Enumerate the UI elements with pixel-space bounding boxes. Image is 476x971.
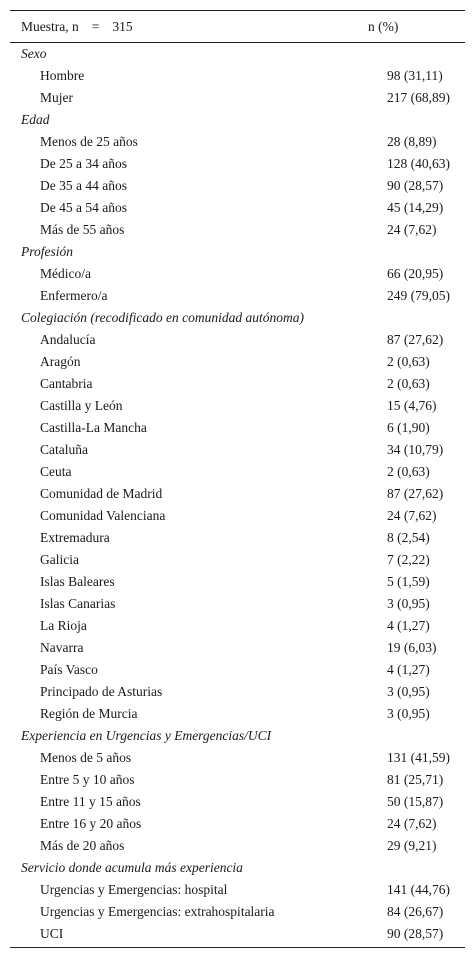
section-title: Experiencia en Urgencias y Emergencias/UCI bbox=[21, 728, 272, 743]
table-row bbox=[10, 571, 465, 593]
row-label: Cantabria bbox=[40, 376, 93, 391]
table-row bbox=[10, 747, 465, 769]
row-value: 19 (6,03) bbox=[387, 640, 437, 655]
table-row bbox=[10, 505, 465, 527]
row-value: 34 (10,79) bbox=[387, 442, 444, 457]
section-header-row bbox=[10, 725, 465, 747]
table-row bbox=[10, 87, 465, 109]
row-label: Comunidad Valenciana bbox=[40, 508, 166, 523]
row-label: Castilla y León bbox=[40, 398, 123, 413]
row-label: Más de 55 años bbox=[40, 222, 125, 237]
row-value: 3 (0,95) bbox=[387, 684, 430, 699]
section-title: Servicio donde acumula más experiencia bbox=[21, 860, 243, 875]
row-value: 8 (2,54) bbox=[387, 530, 430, 545]
section-header-row bbox=[10, 307, 465, 329]
row-label: Comunidad de Madrid bbox=[40, 486, 163, 501]
row-label: Extremadura bbox=[40, 530, 110, 545]
table-row bbox=[10, 923, 465, 945]
row-value: 3 (0,95) bbox=[387, 596, 430, 611]
row-value: 4 (1,27) bbox=[387, 662, 430, 677]
table-row bbox=[10, 153, 465, 175]
row-value: 45 (14,29) bbox=[387, 200, 444, 215]
row-label: De 25 a 34 años bbox=[40, 156, 127, 171]
row-label: Urgencias y Emergencias: hospital bbox=[40, 882, 228, 897]
row-value: 4 (1,27) bbox=[387, 618, 430, 633]
header-sample-cell bbox=[10, 19, 368, 35]
header-equals-sign: = bbox=[91, 18, 100, 34]
row-value: 217 (68,89) bbox=[387, 90, 450, 105]
row-label: Entre 11 y 15 años bbox=[40, 794, 141, 809]
table-row bbox=[10, 417, 465, 439]
row-value: 29 (9,21) bbox=[387, 838, 437, 853]
section-header-row bbox=[10, 857, 465, 879]
table-bottom-rule bbox=[10, 947, 465, 948]
section-title: Colegiación (recodificado en comunidad autónoma) bbox=[21, 310, 304, 325]
table-row bbox=[10, 395, 465, 417]
demographics-table bbox=[10, 10, 465, 948]
row-label: Enfermero/a bbox=[40, 288, 108, 303]
row-label: Cataluña bbox=[40, 442, 88, 457]
table-row bbox=[10, 175, 465, 197]
row-value: 3 (0,95) bbox=[387, 706, 430, 721]
table-row bbox=[10, 351, 465, 373]
row-value: 128 (40,63) bbox=[387, 156, 450, 171]
table-row bbox=[10, 549, 465, 571]
row-label: Islas Canarias bbox=[40, 596, 116, 611]
row-label: UCI bbox=[40, 926, 64, 941]
table-row bbox=[10, 593, 465, 615]
row-value: 66 (20,95) bbox=[387, 266, 444, 281]
row-value: 24 (7,62) bbox=[387, 508, 437, 523]
table-body bbox=[10, 43, 465, 945]
table-row bbox=[10, 527, 465, 549]
row-value: 98 (31,11) bbox=[387, 68, 443, 83]
row-value: 2 (0,63) bbox=[387, 376, 430, 391]
row-value: 90 (28,57) bbox=[387, 926, 444, 941]
table-row bbox=[10, 681, 465, 703]
row-label: Menos de 5 años bbox=[40, 750, 132, 765]
row-value: 15 (4,76) bbox=[387, 398, 437, 413]
row-value: 50 (15,87) bbox=[387, 794, 444, 809]
table-row bbox=[10, 329, 465, 351]
table-row bbox=[10, 285, 465, 307]
table-row bbox=[10, 197, 465, 219]
table-row bbox=[10, 439, 465, 461]
row-label: Entre 5 y 10 años bbox=[40, 772, 135, 787]
table-row bbox=[10, 373, 465, 395]
row-label: De 35 a 44 años bbox=[40, 178, 127, 193]
row-value: 6 (1,90) bbox=[387, 420, 430, 435]
table-row bbox=[10, 483, 465, 505]
row-value: 131 (41,59) bbox=[387, 750, 450, 765]
table-row bbox=[10, 637, 465, 659]
row-label: Mujer bbox=[40, 90, 73, 105]
table-row bbox=[10, 901, 465, 923]
row-label: Región de Murcia bbox=[40, 706, 138, 721]
header-sample-size: 315 bbox=[112, 18, 133, 34]
table-header-row bbox=[10, 11, 465, 42]
row-value: 141 (44,76) bbox=[387, 882, 450, 897]
section-title: Sexo bbox=[21, 46, 47, 61]
table-row bbox=[10, 131, 465, 153]
section-title: Profesión bbox=[21, 244, 73, 259]
row-label: La Rioja bbox=[40, 618, 87, 633]
row-label: Urgencias y Emergencias: extrahospitalaria bbox=[40, 904, 275, 919]
row-label: Aragón bbox=[40, 354, 81, 369]
section-title: Edad bbox=[21, 112, 50, 127]
section-header-row bbox=[10, 109, 465, 131]
table-row bbox=[10, 461, 465, 483]
row-label: Médico/a bbox=[40, 266, 91, 281]
table-row bbox=[10, 263, 465, 285]
table-row bbox=[10, 835, 465, 857]
row-value: 90 (28,57) bbox=[387, 178, 444, 193]
row-label: Menos de 25 años bbox=[40, 134, 138, 149]
row-label: País Vasco bbox=[40, 662, 98, 677]
row-value: 5 (1,59) bbox=[387, 574, 430, 589]
section-header-row bbox=[10, 241, 465, 263]
table-row bbox=[10, 791, 465, 813]
row-label: Entre 16 y 20 años bbox=[40, 816, 142, 831]
row-label: Ceuta bbox=[40, 464, 72, 479]
table-row bbox=[10, 219, 465, 241]
row-label: Andalucía bbox=[40, 332, 96, 347]
row-value: 2 (0,63) bbox=[387, 464, 430, 479]
row-label: Islas Baleares bbox=[40, 574, 115, 589]
table-row bbox=[10, 615, 465, 637]
row-label: Navarra bbox=[40, 640, 84, 655]
table-row bbox=[10, 879, 465, 901]
table-row bbox=[10, 703, 465, 725]
row-label: Principado de Asturias bbox=[40, 684, 163, 699]
row-label: Galicia bbox=[40, 552, 79, 567]
header-sample-label: Muestra, n bbox=[21, 18, 79, 34]
row-value: 24 (7,62) bbox=[387, 222, 437, 237]
row-value: 84 (26,67) bbox=[387, 904, 444, 919]
row-value: 28 (8,89) bbox=[387, 134, 437, 149]
row-label: Más de 20 años bbox=[40, 838, 125, 853]
section-header-row bbox=[10, 43, 465, 65]
table-row bbox=[10, 659, 465, 681]
row-label: De 45 a 54 años bbox=[40, 200, 127, 215]
row-value: 24 (7,62) bbox=[387, 816, 437, 831]
table-row bbox=[10, 65, 465, 87]
row-label: Castilla-La Mancha bbox=[40, 420, 147, 435]
row-value: 87 (27,62) bbox=[387, 332, 444, 347]
row-value: 249 (79,05) bbox=[387, 288, 450, 303]
row-value: 7 (2,22) bbox=[387, 552, 430, 567]
row-value: 2 (0,63) bbox=[387, 354, 430, 369]
table-row bbox=[10, 813, 465, 835]
table-row bbox=[10, 769, 465, 791]
header-percent-label: n (%) bbox=[368, 18, 399, 34]
row-label: Hombre bbox=[40, 68, 85, 83]
row-value: 81 (25,71) bbox=[387, 772, 444, 787]
row-value: 87 (27,62) bbox=[387, 486, 444, 501]
